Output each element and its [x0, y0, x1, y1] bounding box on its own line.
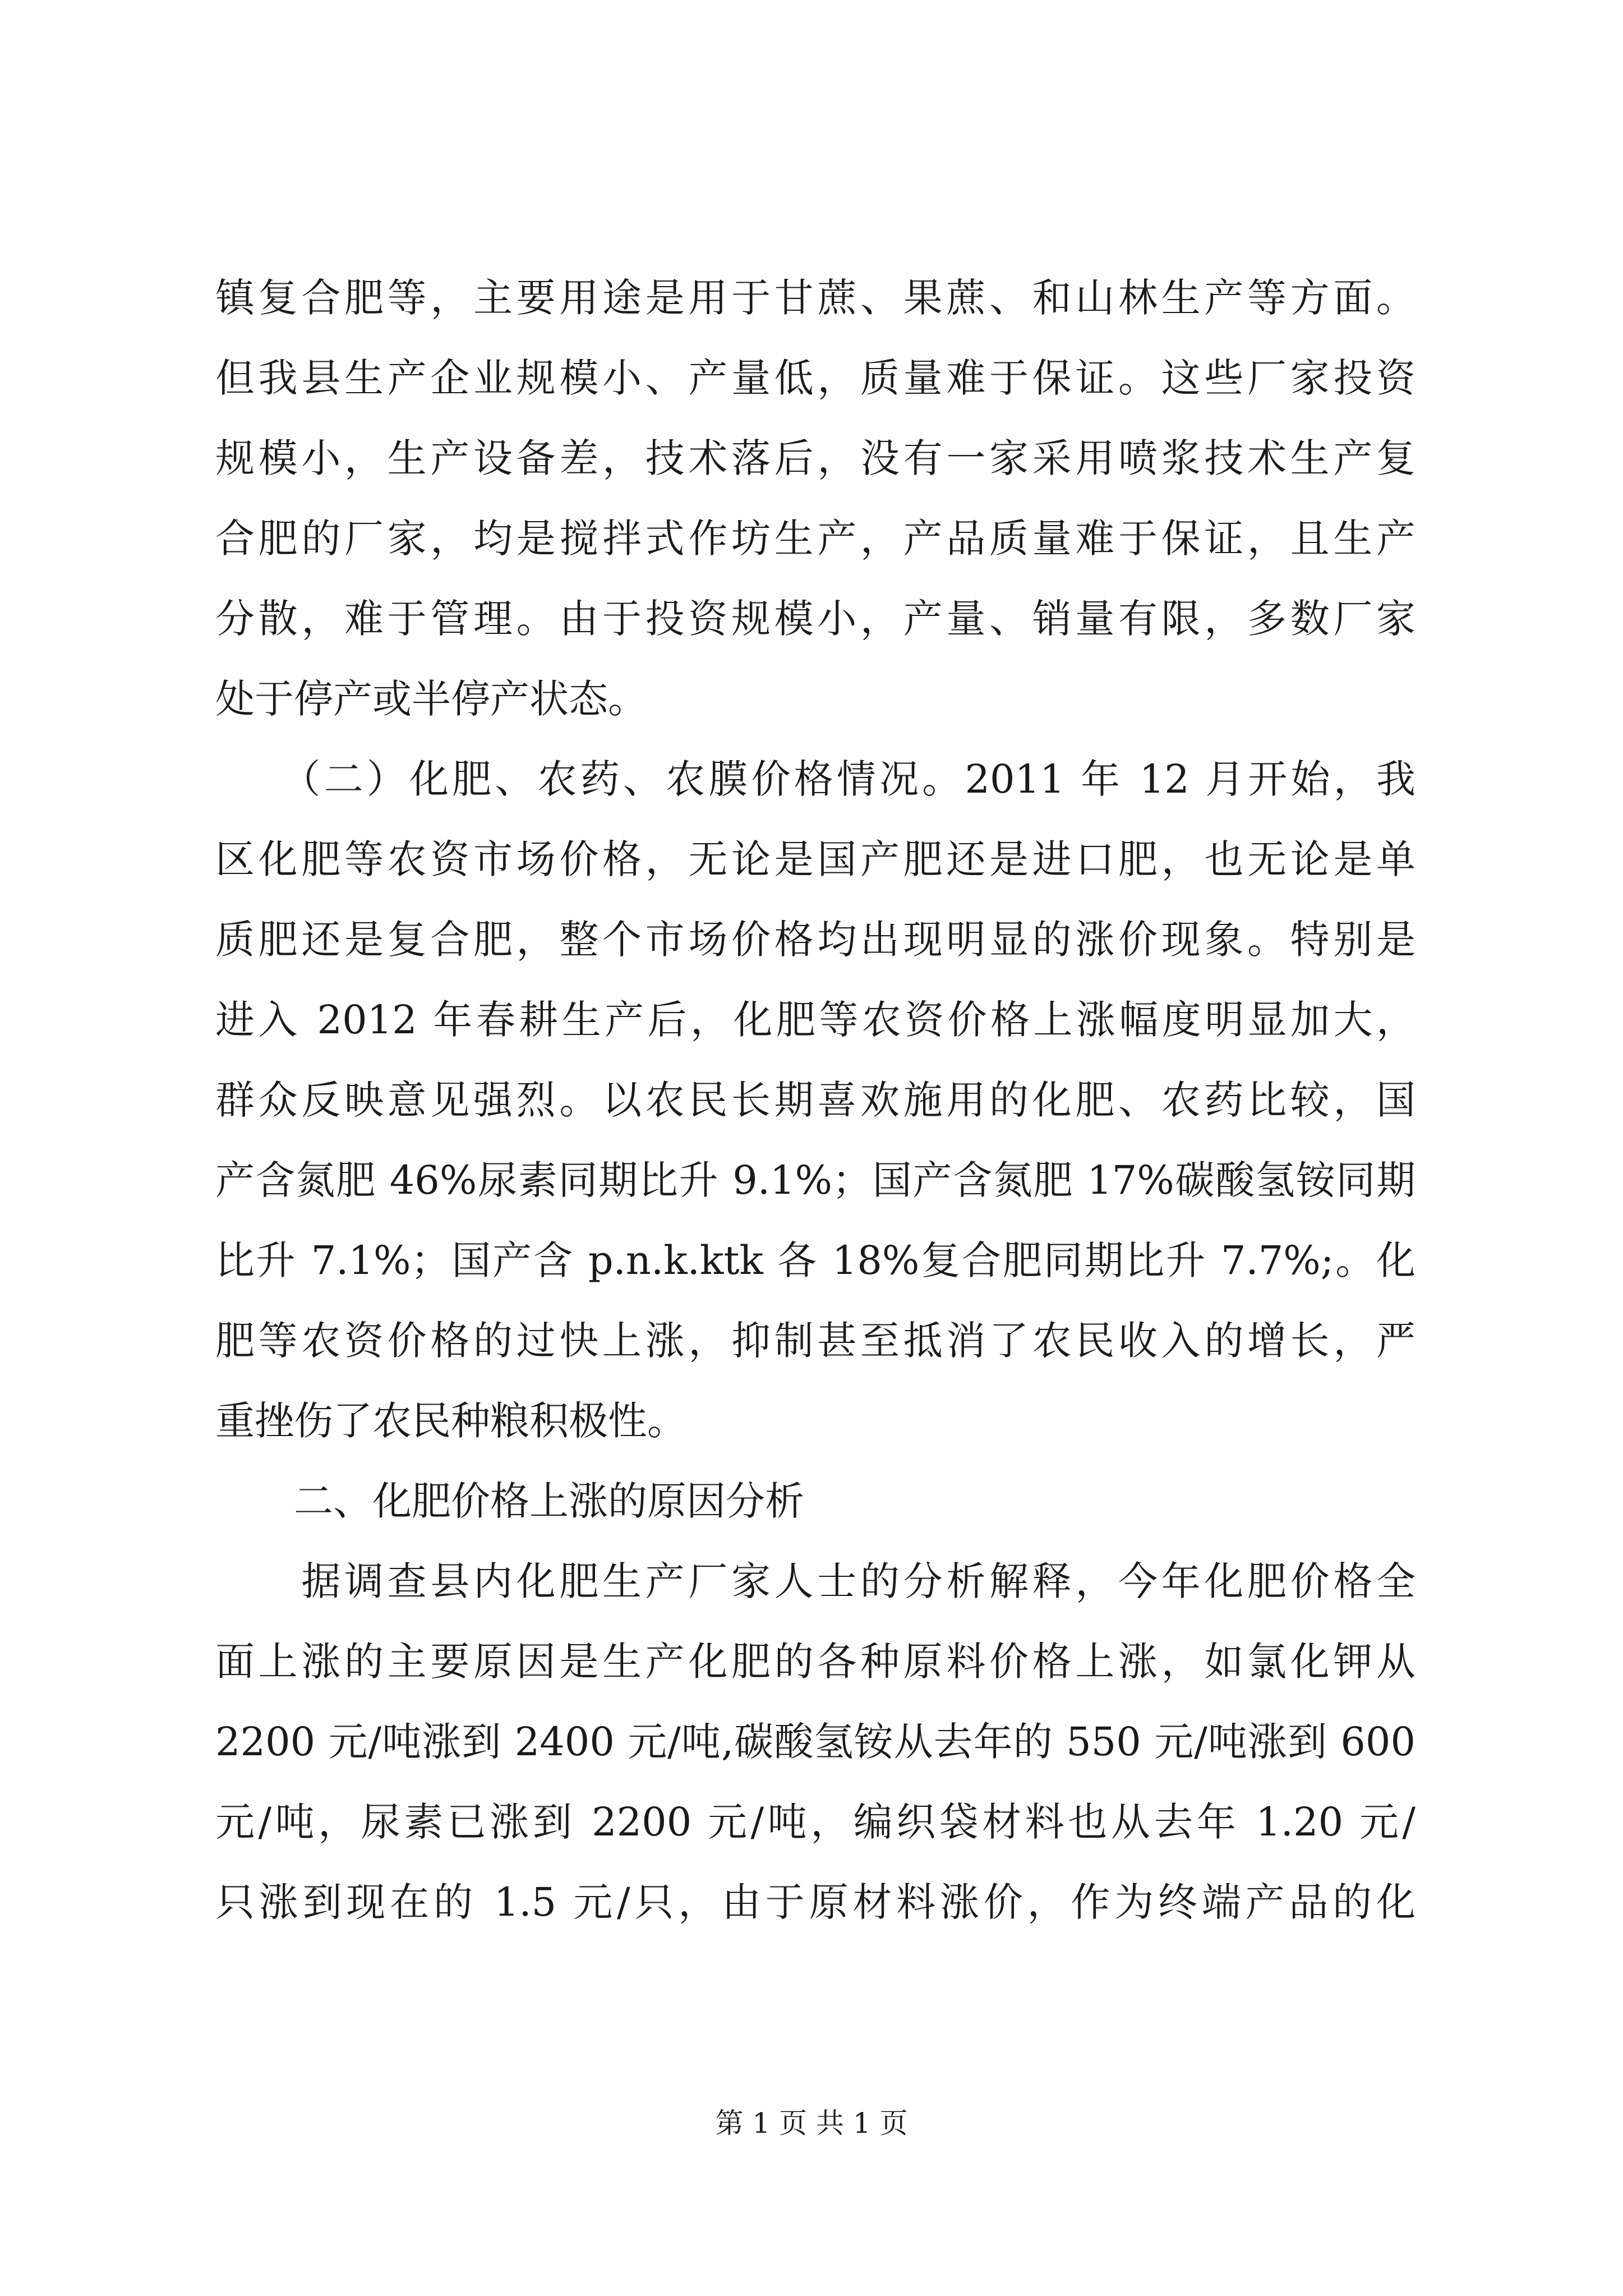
text-line: 规模小，生产设备差，技术落后，没有一家采用喷浆技术生产复 [215, 435, 1415, 481]
text-line: 元/吨，尿素已涨到 2200 元/吨，编织袋材料也从去年 1.20 元/ [215, 1799, 1415, 1845]
text-line: 肥等农资价格的过快上涨，抑制甚至抵消了农民收入的增长，严 [215, 1318, 1415, 1364]
text-line: 区化肥等农资市场价格，无论是国产肥还是进口肥，也无论是单 [215, 836, 1415, 882]
text-line: （二）化肥、农药、农膜价格情况。2011 年 12 月开始，我 [215, 756, 1415, 802]
text-line: 产含氮肥 46%尿素同期比升 9.1%；国产含氮肥 17%碳酸氢铵同期 [215, 1157, 1415, 1203]
text-line: 镇复合肥等，主要用途是用于甘蔗、果蔗、和山林生产等方面。 [215, 275, 1415, 321]
body-text [215, 258, 1415, 1943]
page-footer: 第 1 页 共 1 页 [715, 2107, 908, 2139]
section-heading: 二、化肥价格上涨的原因分析 [215, 1478, 804, 1524]
text-line: 合肥的厂家，均是搅拌式作坊生产，产品质量难于保证，且生产 [215, 516, 1415, 562]
text-line: 但我县生产企业规模小、产量低，质量难于保证。这些厂家投资 [215, 355, 1415, 401]
text-line: 群众反映意见强烈。以农民长期喜欢施用的化肥、农药比较，国 [215, 1077, 1415, 1123]
text-line: 只涨到现在的 1.5 元/只，由于原材料涨价，作为终端产品的化 [215, 1879, 1415, 1925]
text-line: 面上涨的主要原因是生产化肥的各种原料价格上涨，如氯化钾从 [215, 1639, 1415, 1685]
text-line: 重挫伤了农民种粮积极性。 [215, 1398, 686, 1444]
text-line: 2200 元/吨涨到 2400 元/吨,碳酸氢铵从去年的 550 元/吨涨到 600 [215, 1719, 1415, 1765]
text-line: 据调查县内化肥生产厂家人士的分析解释，今年化肥价格全 [215, 1558, 1415, 1604]
text-line: 进入 2012 年春耕生产后，化肥等农资价格上涨幅度明显加大， [215, 997, 1415, 1043]
text-line: 质肥还是复合肥，整个市场价格均出现明显的涨价现象。特别是 [215, 917, 1415, 963]
text-line: 比升 7.1%；国产含 p.n.k.ktk 各 18%复合肥同期比升 7.7%;。化 [215, 1237, 1415, 1283]
text-line: 分散，难于管理。由于投资规模小，产量、销量有限，多数厂家 [215, 596, 1415, 642]
text-line: 处于停产或半停产状态。 [215, 676, 647, 722]
